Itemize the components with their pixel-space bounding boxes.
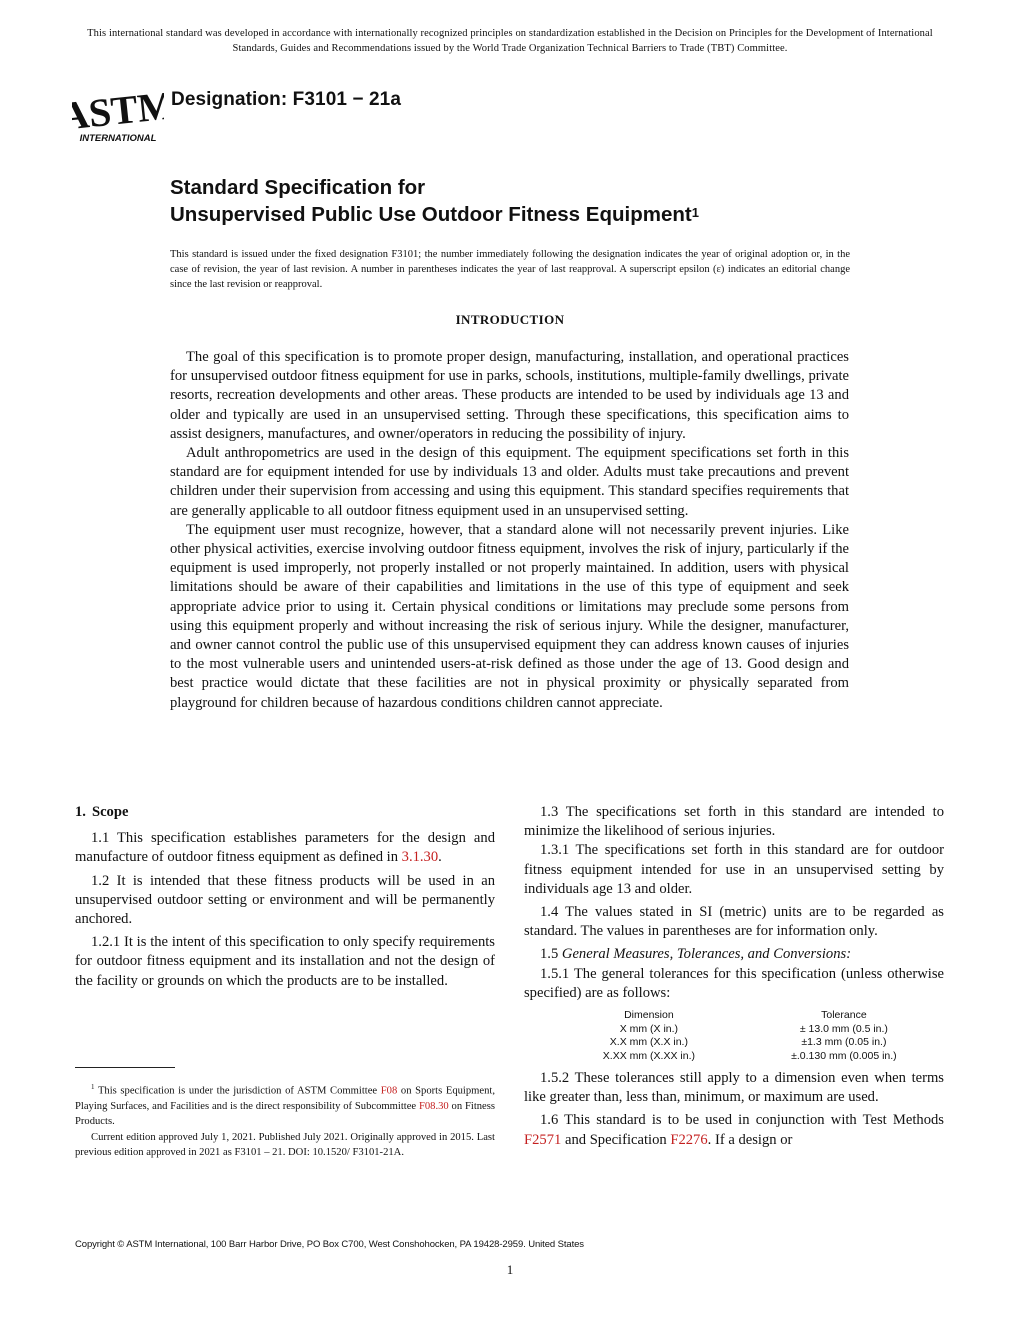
table-row (558, 1023, 948, 1037)
table-header: Dimension (624, 1009, 674, 1022)
right-column (524, 803, 944, 1150)
tolerance-table (558, 1009, 948, 1063)
table-row (558, 1036, 948, 1050)
logo-sub: INTERNATIONAL (79, 133, 157, 144)
section-1-2-1: 1.2.1 It is the intent of this specification to only specify requirements for outdoor fitness equipment and its installation and not the design of the facility or grounds on which the products are to be installed. (75, 934, 495, 989)
title-line-2: Unsupervised Public Use Outdoor Fitness Equipment$^1$ (170, 203, 699, 226)
table-cell: X.XX mm (X.XX in.) (602, 1049, 695, 1062)
astm-logo (72, 74, 164, 146)
link-f2276[interactable]: F2276 (670, 1131, 708, 1148)
table-cell: X mm (X in.) (619, 1022, 679, 1035)
logo-main: ASTM (72, 82, 164, 139)
section-1-6: 1.6 This standard is to be used in conjunction with Test Methods F2571 and Specification F2276. If a design or (524, 1112, 944, 1148)
table-cell: ± 13.0 mm (0.5 in.) (799, 1022, 888, 1035)
section-1-3: 1.3 The specifications set forth in this standard are intended to minimize the likelihood of serious injuries. (524, 804, 944, 840)
introduction-body (170, 348, 849, 713)
table-cell: ±1.3 mm (0.05 in.) (801, 1036, 887, 1049)
section-1-2: 1.2 It is intended that these fitness products will be used in an unsupervised outdoor setting or environment and will be permanently anchored. (75, 872, 495, 928)
wto-notice: This international standard was developed in accordance with internationally recognized principles on standardization established in the Decision on Principles for the Development of International Standards, Guides and Recommendations issued by the World Trade Organization Technical Barriers to Trade (TBT) Committee. (87, 28, 933, 54)
title-footnote-mark[interactable]: 1 (691, 205, 699, 220)
table-header-row (558, 1009, 948, 1023)
section-1-4: 1.4 The values stated in SI (metric) units are to be regarded as standard. The values in parentheses are for information only. (524, 904, 944, 940)
table-header: Tolerance (821, 1009, 867, 1022)
footnote-divider (75, 1067, 175, 1068)
intro-paragraph: The equipment user must recognize, however, that a standard alone will not necessarily prevent injuries. Like other physical activities, exercise involving outdoor fitness equipment, involves the risk of injury, particularly if the equipment is used improperly, not properly installed or not properly maintained. In addition, users with physical limitations should be aware of their capabilities and limitations in the use of this type of equipment and seek appropriate advice prior to using it. Certain physical conditions or limitations may preclude some persons from using this equipment properly and without increasing the risk of serious injury. While the designer, manufacturer, and owner cannot control the public use of this unsupervised equipment they can address known causes of injuries to the most vulnerable users and unintended users-at-risk defined as those under the age of 13. Good design and best practice would dictate that these facilities are not in physical proximity or physically separated from playground for children because of hazardous conditions children cannot appreciate. (170, 521, 849, 711)
designation-value: F3101 − 21a (292, 89, 401, 110)
introduction-heading: INTRODUCTION (455, 312, 565, 327)
footnote-edition: Current edition approved July 1, 2021. Published July 2021. Originally approved in 2015. Last previous edition approved in 2021 as F3101 – 21. DOI: 10.1520/ F3101-21A. (75, 1131, 495, 1159)
section-1-3-1: 1.3.1 The specifications set forth in this standard are for outdoor fitness equipment intended for use in an unsupervised setting by individuals age 13 and older. (524, 842, 944, 897)
table-cell: ±.0.130 mm (0.005 in.) (791, 1049, 897, 1062)
title-line-1: Standard Specification for (170, 176, 426, 199)
link-f08-30[interactable]: F08.30 (418, 1100, 449, 1112)
left-column (75, 803, 495, 991)
page-number: 1 (506, 1262, 514, 1277)
copyright-notice: Copyright © ASTM International, 100 Barr Harbor Drive, PO Box C700, West Conshohocken, PA 19428-2959. United States (75, 1239, 584, 1250)
intro-paragraph: Adult anthropometrics are used in the design of this equipment. The equipment specifications set forth in this standard are for equipment intended for use by individuals 13 and older. Adults must take precautions and prevent children under their supervision from accessing and using this equipment. This standard specifies requirements that are generally applicable to all outdoor fitness equipment used in an unsupervised setting. (170, 445, 849, 519)
section-1-1: 1.1 This specification establishes parameters for the design and manufacture of outdoor fitness equipment as defined in 3.1.30. (75, 830, 495, 866)
link-f2571[interactable]: F2571 (524, 1131, 562, 1148)
designation (171, 89, 401, 111)
section-1-5-1: 1.5.1 The general tolerances for this specification (unless otherwise specified) are as follows: (524, 965, 944, 1001)
link-f08[interactable]: F08 (380, 1085, 398, 1097)
document-title (170, 174, 699, 228)
table-row (558, 1050, 948, 1064)
link-3-1-30[interactable]: 3.1.30 (401, 849, 439, 866)
footnotes (75, 1080, 495, 1161)
footnote-1: $^1$ This specification is under the jurisdiction of ASTM Committee F08 on Sports Equipment, Playing Surfaces, and Facilities and is the direct responsibility of Subcommittee F08.30 on Fitness Products. (75, 1083, 496, 1128)
table-cell: X.X mm (X.X in.) (609, 1036, 688, 1049)
issued-note: This standard is issued under the fixed designation F3101; the number immediately following the designation indicates the year of original adoption or, in the case of revision, the year of last revision. A number in parentheses indicates the year of last reapproval. A superscript epsilon (ε) indicates an editorial change since the last revision or reapproval. (170, 249, 850, 290)
intro-paragraph: The goal of this specification is to promote proper design, manufacturing, installation, and operational practices for unsupervised outdoor fitness equipment for use in parks, schools, institutions, multiple-family dwellings, private resorts, recreation developments and other areas. These products are intended to be used by individuals age 13 and older and typically are used in an unsupervised setting. Through these specifications, this specification aims to assist designers, manufactures, and owner/operators in reducing the possibility of injury. (170, 349, 849, 442)
scope-heading: 1. Scope (75, 804, 129, 820)
section-1-5-2: 1.5.2 These tolerances still apply to a dimension even when terms like greater than, less than, minimum, or maximum are used. (524, 1070, 944, 1106)
designation-label: Designation: (171, 89, 288, 110)
section-1-5: 1.5 General Measures, Tolerances, and Conversions: (540, 946, 852, 963)
